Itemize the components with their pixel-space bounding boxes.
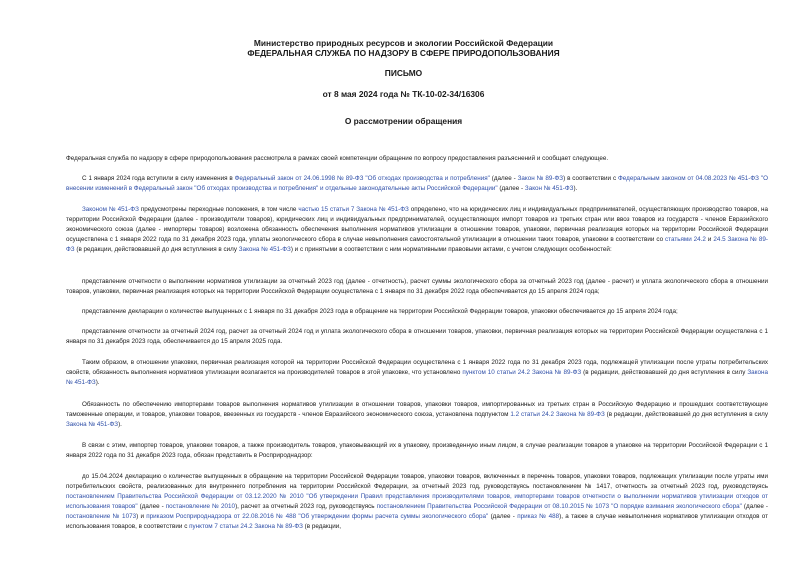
paragraph-law-changes [66, 174, 768, 194]
paragraph-text: ). [118, 421, 122, 428]
document-link[interactable]: Закона № 451-ФЗ [238, 246, 291, 253]
paragraph-text: (в редакции, [302, 523, 342, 530]
paragraph-text: (далее - [741, 503, 769, 510]
paragraph-text: представление отчетности за отчетный 2024 год, расчет за отчетный 2024 год и уплата экологического сбора в отношении товаров, упаковки, первичная реализация которых на территории Российской Федерации осуществлена с 1 января по 31 декабря 2023 года, обеспечивается до 15 апреля 2025 года. [66, 328, 768, 345]
document-link[interactable]: частью 15 статьи 7 Закона № 451-ФЗ [298, 206, 409, 213]
document-date-number: от 8 мая 2024 года № ТК-10-02-34/16306 [322, 89, 485, 99]
document-link[interactable]: постановление № 1073 [66, 513, 137, 520]
document-link[interactable]: приказом Росприроднадзора от 22.08.2016 № 488 "Об утверждении формы расчета суммы экологического сбора" [146, 513, 489, 520]
paragraph-text: ) и с принятыми в соответствии с ним нормативными правовыми актами, с учетом следующих особенностей: [290, 246, 612, 253]
document-link[interactable]: Закон № 89-ФЗ [517, 175, 564, 182]
document-link[interactable]: постановление № 2010 [165, 503, 236, 510]
paragraph-reporting-2024 [66, 327, 768, 347]
paragraph-text: до 15.04.2024 декларацию о количестве выпущенных в обращение на территории Российской Федерации товаров, упаковки товаров, включенных в перечень товаров, упаковки товаров, подлежащих утилизации после утраты ими потребительских свойств, реализованных для внутреннего потребления на территории Российской Федерации, за отчетный 2023 год, руководствуясь постановлением № 1417, отчетность за отчетный 2023 год, руководствуясь [66, 473, 768, 490]
document-link[interactable]: приказ № 488 [517, 513, 560, 520]
paragraph-packaging-obligation [66, 358, 768, 388]
paragraph-text: (далее - [137, 503, 166, 510]
paragraph-text: представление декларации о количестве выпущенных с 1 января по 31 декабря 2023 года в обращение на территории Российской Федерации товаров, упаковки обеспечивается до 15 апреля 2024 года; [82, 308, 678, 315]
document-link[interactable]: статьями 24.2 [665, 236, 706, 243]
paragraph-text: определено, что на юридических лиц и индивидуальных предпринимателей, осуществляющих производство товаров, на территории Российской Федерации (далее - производители товаров), юридических лиц и индивидуальных предпринимателей, осуществляющих импорт товаров из третьих стран или ввоз товаров из государств - членов Евразийского экономического союза (далее - импортеры товаров) возложена обязанность обеспечения выполнения нормативов утилизации в отношении товаров, упаковки, первичная реализация которых на территории Российской Федерации осуществлена с 1 января 2022 года по 31 декабря 2023 года, уплаты экологического сбора в случае невыполнения самостоятельной утилизации в отношении таких товаров, упаковки в соответствии со [66, 206, 769, 243]
document-link[interactable]: постановлением Правительства Российской Федерации от 08.10.2015 № 1073 "О порядке взимания экологического сбора" [376, 503, 742, 510]
document-link[interactable]: Законом № 451-ФЗ [82, 206, 139, 213]
document-link[interactable]: Федеральным законом от 04.08.2023 № 451-ФЗ "О внесении изменений в Федеральный закон "Об отходах производства и потребления" и отдельные законодательные акты Российской Федерации" [66, 175, 768, 192]
paragraph-text: (в редакции, действовавшей до дня вступления в силу [74, 246, 239, 253]
paragraph-text: (в редакции, действовавшей до дня вступления в силу [581, 369, 748, 376]
paragraph-text: (далее - [497, 185, 525, 192]
paragraph-intro [66, 154, 768, 164]
document-link[interactable]: пунктом 10 статьи 24.2 Закона № 89-ФЗ [462, 369, 582, 376]
paragraph-text: Федеральная служба по надзору в сфере природопользования рассмотрела в рамках своей компетенции обращение по вопросу предоставления разъяснений и сообщает следующее. [66, 155, 609, 162]
paragraph-text: и [705, 236, 714, 243]
document-subject: О рассмотрении обращения [344, 116, 463, 126]
paragraph-text: (далее - [488, 513, 518, 520]
paragraph-text: ), расчет за отчетный 2023 год, руководствуясь [235, 503, 377, 510]
paragraph-importer-duties [66, 441, 768, 461]
ministry-name: Министерство природных ресурсов и экологии Российской Федерации [253, 38, 554, 48]
paragraph-text: Обязанность по обеспечению импортерами товаров выполнения нормативов утилизации в отношении товаров, упаковки товаров, импортированных из третьих стран в Российскую Федерацию и прошедших соответствующие таможенные операции, и товаров, упаковки товаров, ввезенных из государств - членов Евразийского экономического союза, установлена подпунктом [66, 401, 768, 418]
paragraph-text: В связи с этим, импортер товаров, упаковки товаров, а также производитель товаров, упаковывающий их в упаковку, произведенную иным лицом, в случае реализации товаров в упаковке на территории Российской Федерации с 1 января 2022 года по 31 декабря 2023 года, обязан представить в Росприроднадзор: [66, 442, 768, 459]
paragraph-declaration [66, 307, 768, 317]
paragraph-text: представление отчетности о выполнении нормативов утилизации за отчетный 2023 год (далее - отчетность), расчет суммы экологического сбора за отчетный 2023 год (далее - расчет) и уплата экологического сбора в отношении товаров, упаковки, первичная реализация которых на территории Российской Федерации осуществлена с 1 января по 31 декабря 2022 года обеспечивается до 15 апреля 2024 года; [66, 278, 768, 295]
paragraph-deadline-15-04-2024 [66, 472, 768, 532]
paragraph-text: ). [95, 379, 100, 386]
paragraph-text: (в редакции, действовавшей до дня вступления в силу [604, 411, 768, 418]
document-link[interactable]: пунктом 7 статьи 24.2 Закона № 89-ФЗ [189, 523, 303, 530]
paragraph-importers-obligation [66, 400, 768, 430]
service-name: ФЕДЕРАЛЬНАЯ СЛУЖБА ПО НАДЗОРУ В СФЕРЕ ПРИРОДОПОЛЬЗОВАНИЯ [247, 48, 560, 58]
paragraph-text: ). [573, 185, 578, 192]
paragraph-text: Таким образом, в отношении упаковки, первичная реализация которой на территории Российской Федерации осуществлена с 1 января 2022 года по 31 декабря 2023 года, подлежащей утилизации после утраты потребительских свойств, обязанность выполнения нормативов утилизации возлагается на производителей товаров в этой упаковке, что установлено [66, 359, 768, 376]
document-link[interactable]: Закона № 451-ФЗ [66, 421, 119, 428]
paragraph-text: ), а также в случае невыполнения нормативов утилизации отходов от использования товаров, в соответствии с [66, 513, 768, 530]
paragraph-text: ) и [136, 513, 147, 520]
paragraph-text: С 1 января 2024 года вступили в силу изменения в [82, 175, 235, 182]
paragraph-reporting-2023 [66, 277, 768, 297]
document-link[interactable]: 24.5 Закона № 89-ФЗ [66, 236, 768, 253]
document-link[interactable]: Закона № 451-ФЗ [66, 369, 768, 386]
document-link[interactable]: постановлением Правительства Российской Федерации от 03.12.2020 № 2010 "Об утверждении Правил представления производителями товаров, импортерами товаров отчетности о выполнении нормативов утилизации отходов от использования товаров" [66, 493, 768, 510]
paragraph-text: предусмотрены переходные положения, в том числе [138, 206, 299, 213]
document-link[interactable]: Закон № 451-ФЗ [524, 185, 574, 192]
document-link[interactable]: Федеральный закон от 24.06.1998 № 89-ФЗ "Об отходах производства и потребления" [234, 175, 490, 182]
document-link[interactable]: 1.2 статьи 24.2 Закона № 89-ФЗ [510, 411, 605, 418]
paragraph-transitional-provisions [66, 205, 768, 255]
paragraph-text: ) в соответствии с [563, 175, 618, 182]
document-type: ПИСЬМО [384, 68, 423, 78]
paragraph-text: (далее - [489, 175, 518, 182]
